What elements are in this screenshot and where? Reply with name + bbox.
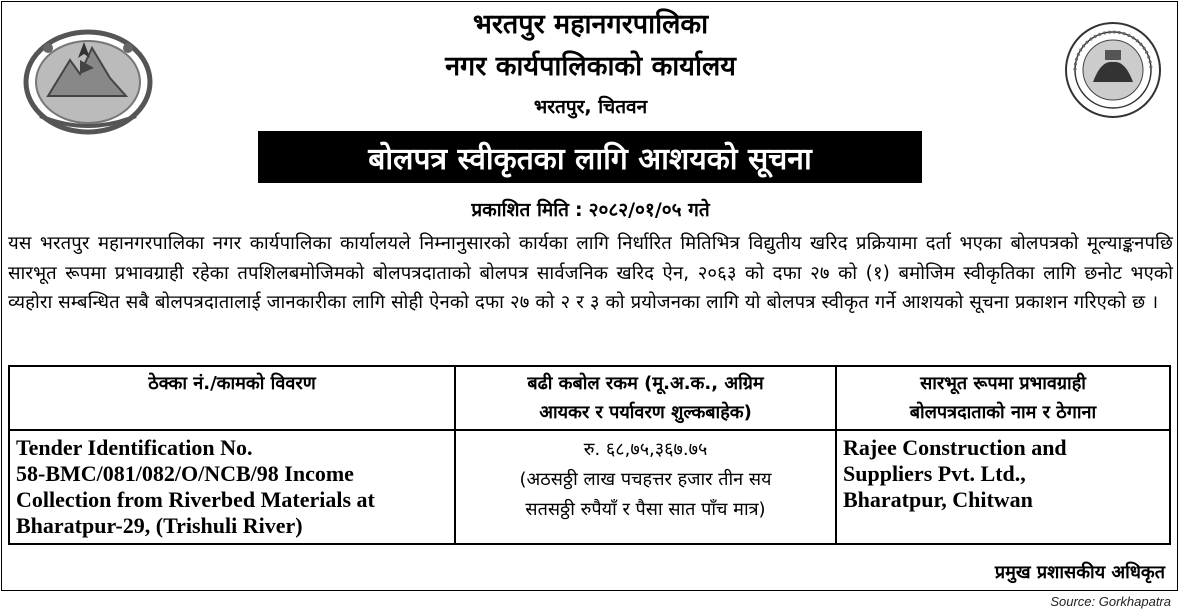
publish-date-label: प्रकाशित मिति: [471, 199, 569, 221]
publish-date-separator: :: [574, 199, 583, 221]
header-col1-text: ठेक्का नं./कामको विवरण: [148, 373, 316, 394]
header-col2-line1: बढी कबोल रकम (मू.अ.क., अग्रिम: [527, 373, 764, 394]
office-location: भरतपुर, चितवन: [533, 96, 648, 118]
table-row: [9, 430, 1170, 544]
bid-amount-words-line: (अठसठ्ठी लाख पचहत्तर हजार तीन सय: [519, 469, 772, 490]
header-bid-amount: [455, 366, 836, 430]
header-col3-line2: बोलपत्रदाताको नाम र ठेगाना: [909, 402, 1097, 423]
bidder-cell: [836, 430, 1170, 544]
header-bidder: [836, 366, 1170, 430]
notice-body: यस भरतपुर महानगरपालिका नगर कार्यपालिका कार्यालयले निम्नानुसारको कार्यका लागि निर्धारित मितिभित्र विद्युतीय खरिद प्रक्रियामा दर्ता भएका बोलपत्रको मूल्याङ्कनपछि सारभूत रूपमा प्रभावग्राही रहेका तपशिलबमोजिमको बोलपत्रदाताको बोलपत्र सार्वजनिक खरिद ऐन, २०६३ को दफा २७ को (१) बमोजिम स्वीकृतिका लागि छनोट भएको व्यहोरा सम्बन्धित सबै बोलपत्रदातालाई जानकारीका लागि सोही ऐनको दफा २७ को २ र ३ को प्रयोजनका लागि यो बोलपत्र स्वीकृत गर्ने आशयको सूचना प्रकाशन गरिएको छ ।: [8, 233, 1173, 313]
bid-amount-figure: रु. ६८,७५,३६७.७५: [583, 439, 708, 460]
description-line: 58-BMC/081/082/O/NCB/98 Income: [16, 461, 354, 486]
municipality-seal-icon: [1063, 20, 1163, 120]
award-table: [8, 365, 1171, 545]
description-line: Tender Identification No.: [16, 435, 253, 460]
contract-description-cell: [9, 430, 455, 544]
header-col3-line1: सारभूत रूपमा प्रभावग्राही: [920, 373, 1086, 394]
bidder-line: Bharatpur, Chitwan: [843, 487, 1033, 512]
publish-date-value: २०८२/०१/०५ गते: [588, 199, 710, 221]
signatory-title: प्रमुख प्रशासकीय अधिकृत: [994, 562, 1165, 583]
bid-amount-words-line: सतसठ्ठी रुपैयाँ र पैसा सात पाँच मात्र): [525, 499, 766, 520]
source-credit: Source: Gorkhapatra: [1050, 594, 1171, 609]
description-line: Collection from Riverbed Materials at: [16, 487, 375, 512]
header-col2-line2: आयकर र पर्यावरण शुल्कबाहेक): [539, 402, 752, 423]
header-contract-description: [9, 366, 455, 430]
notice-title-banner: बोलपत्र स्वीकृतका लागि आशयको सूचना: [258, 131, 922, 183]
office-name: नगर कार्यपालिकाको कार्यालय: [445, 51, 736, 82]
municipality-name: भरतपुर महानगरपालिका: [472, 9, 709, 40]
description-line: Bharatpur-29, (Trishuli River): [16, 513, 303, 538]
bidder-line: Suppliers Pvt. Ltd.,: [843, 461, 1026, 486]
bid-amount-cell: [455, 430, 836, 544]
table-header-row: [9, 366, 1170, 430]
publish-date-line: [0, 196, 1181, 222]
bidder-line: Rajee Construction and: [843, 435, 1067, 460]
